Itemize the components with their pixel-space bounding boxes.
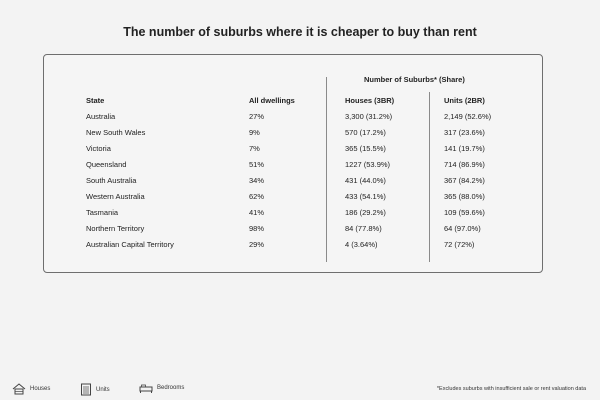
cell-houses: 3,300 (31.2%)	[345, 112, 393, 121]
cell-all: 34%	[249, 176, 265, 185]
cell-state: Western Australia	[86, 192, 145, 201]
table-row	[44, 128, 542, 144]
table-row	[44, 112, 542, 128]
table-row	[44, 144, 542, 160]
cell-houses: 186 (29.2%)	[345, 208, 386, 217]
cell-units: 64 (97.0%)	[444, 224, 481, 233]
column-header-all: All dwellings	[249, 96, 295, 105]
cell-state: Victoria	[86, 144, 111, 153]
cell-state: Tasmania	[86, 208, 119, 217]
house-icon	[12, 383, 26, 395]
cell-all: 51%	[249, 160, 265, 169]
cell-all: 9%	[249, 128, 260, 137]
cell-houses: 570 (17.2%)	[345, 128, 386, 137]
footer	[0, 383, 600, 397]
cell-houses: 431 (44.0%)	[345, 176, 386, 185]
table-row	[44, 160, 542, 176]
cell-all: 62%	[249, 192, 265, 201]
table-row	[44, 208, 542, 224]
cell-all: 98%	[249, 224, 265, 233]
column-header-houses: Houses (3BR)	[345, 96, 395, 105]
cell-houses: 84 (77.8%)	[345, 224, 382, 233]
legend-label: Houses	[30, 386, 51, 392]
cell-units: 2,149 (52.6%)	[444, 112, 492, 121]
cell-all: 29%	[249, 240, 265, 249]
table-row	[44, 240, 542, 256]
column-header-units: Units (2BR)	[444, 96, 485, 105]
cell-units: 72 (72%)	[444, 240, 475, 249]
cell-units: 365 (88.0%)	[444, 192, 485, 201]
cell-houses: 433 (54.1%)	[345, 192, 386, 201]
cell-houses: 365 (15.5%)	[345, 144, 386, 153]
cell-houses: 4 (3.64%)	[345, 240, 378, 249]
legend-label: Bedrooms	[157, 385, 185, 391]
cell-houses: 1227 (53.9%)	[345, 160, 391, 169]
units-icon	[80, 383, 92, 396]
table-row	[44, 176, 542, 192]
cell-state: New South Wales	[86, 128, 146, 137]
cell-all: 41%	[249, 208, 265, 217]
cell-state: Northern Territory	[86, 224, 145, 233]
page-title: The number of suburbs where it is cheaper to buy than rent	[123, 25, 477, 39]
cell-state: Australian Capital Territory	[86, 240, 174, 249]
cell-all: 27%	[249, 112, 265, 121]
cell-units: 367 (84.2%)	[444, 176, 485, 185]
legend-item-units	[80, 383, 110, 396]
bed-icon	[139, 383, 153, 393]
table-row	[44, 224, 542, 240]
table-row	[44, 192, 542, 208]
legend-label: Units	[96, 386, 110, 393]
cell-state: Queensland	[86, 160, 127, 169]
column-header-state: State	[86, 96, 105, 105]
group-header: Number of Suburbs* (Share)	[364, 75, 465, 84]
cell-all: 7%	[249, 144, 260, 153]
data-table	[43, 54, 543, 273]
cell-units: 141 (19.7%)	[444, 144, 485, 153]
cell-units: 317 (23.6%)	[444, 128, 485, 137]
cell-state: Australia	[86, 112, 116, 121]
legend-item-houses	[12, 383, 50, 395]
cell-units: 714 (86.9%)	[444, 160, 485, 169]
legend-item-bedrooms	[139, 383, 184, 393]
cell-state: South Australia	[86, 176, 137, 185]
cell-units: 109 (59.6%)	[444, 208, 485, 217]
footnote: *Excludes suburbs with insufficient sale or rent valuation data	[436, 386, 586, 392]
